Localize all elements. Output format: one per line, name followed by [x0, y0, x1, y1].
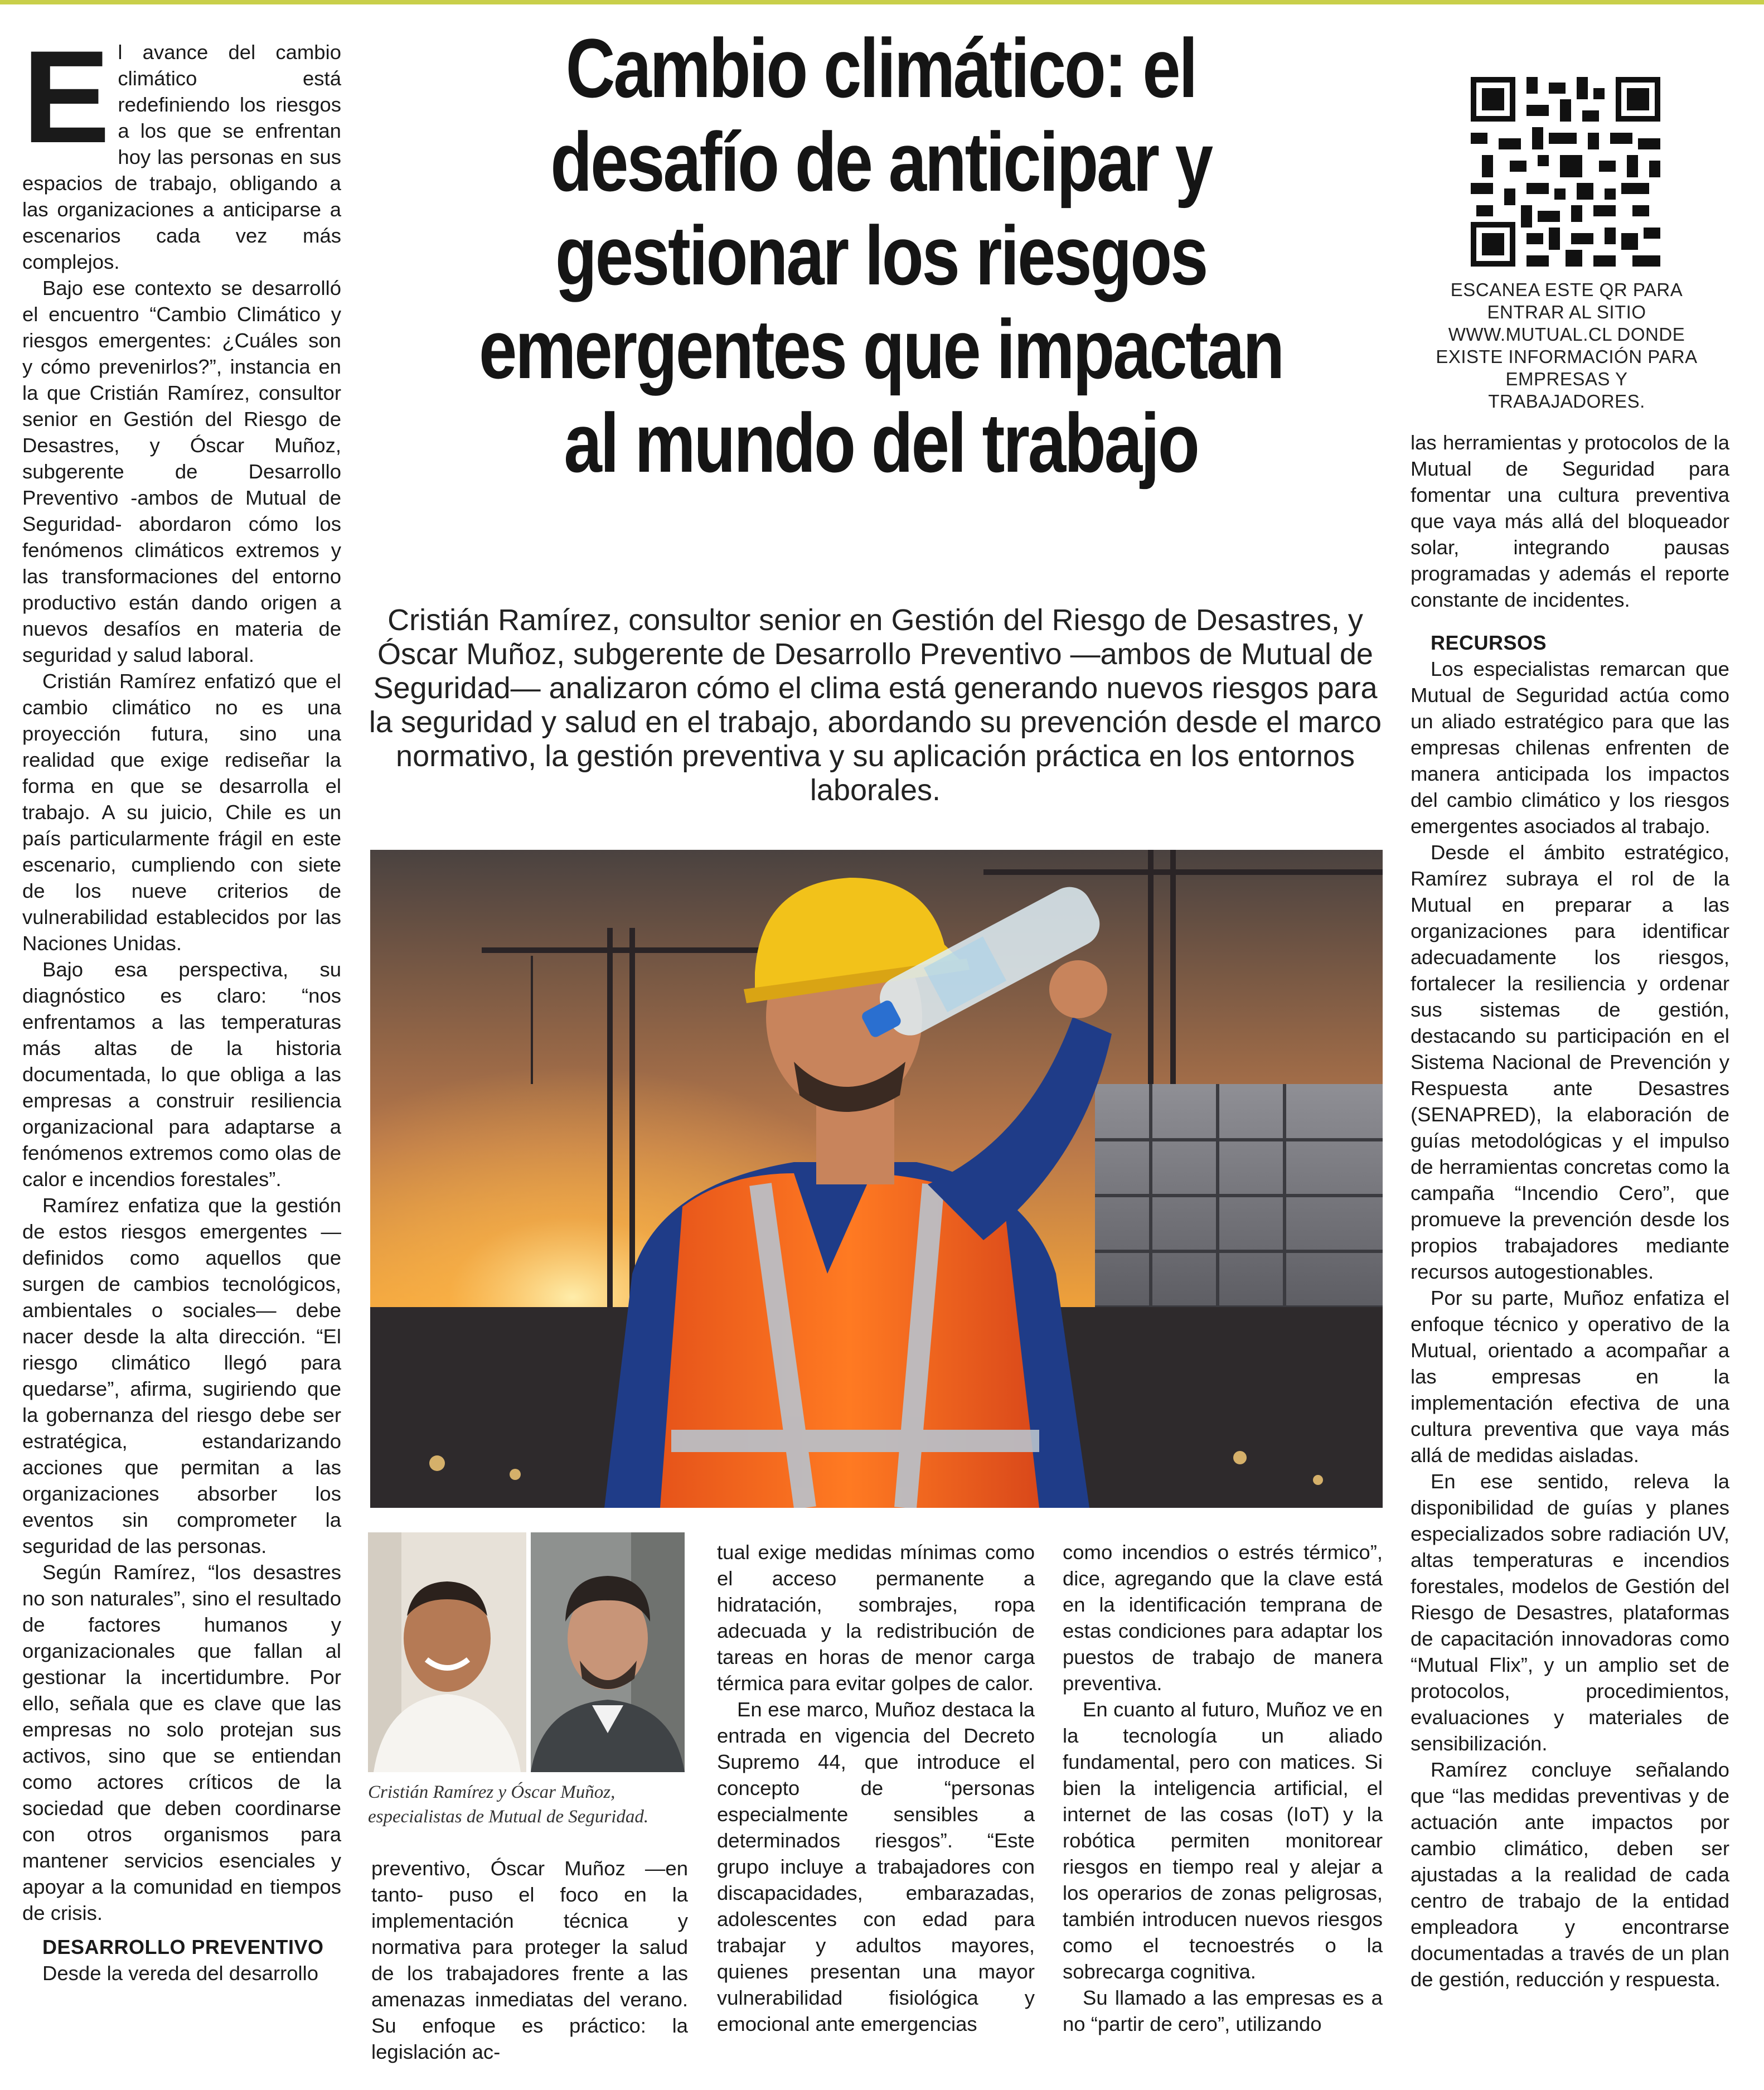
portrait-oscar-munoz — [531, 1532, 685, 1772]
article-column-5 — [1411, 429, 1729, 1992]
paragraph: como incendios o estrés térmico”, dice, agregando que la clave está en la identificación temprana de estas condiciones para adaptar los puestos de trabajo de manera preventiva. — [1063, 1541, 1383, 1695]
lead-paragraph: El avance del cambio climático está redefiniendo los riesgos a los que se enfrentan hoy las personas en sus espacios de trabajo, obligando a las organizaciones a anticiparse a escenarios cada vez más complejos. — [22, 23, 341, 273]
paragraph: las herramientas y protocolos de la Mutual de Seguridad para fomentar una cultura preventiva que vaya más allá del bloqueador solar, integrando pausas programadas y además el reporte constante de incidentes. — [1411, 431, 1729, 611]
article-column-1 — [22, 23, 341, 1986]
paragraph: Su llamado a las empresas es a no “partir de cero”, utilizando — [1063, 1986, 1383, 2035]
paragraph: Desde el ámbito estratégico, Ramírez subraya el rol de la Mutual en preparar a las organizaciones para identificar adecuadamente los riesgos, fortalecer la resiliencia y ordenar sus sistemas de gestión, destacando su participación en el Sistema Nacional de Prevención y Respuesta ante Desastres (SENAPRED), la elaboración de guías metodológicas y el impulso de herramientas concretas como la campaña “Incendio Cero”, que promueve la prevención desde los propios trabajadores mediante recursos autogestionables. — [1411, 841, 1729, 1283]
paragraph: Bajo esa perspectiva, su diagnóstico es claro: “nos enfrentamos a las temperaturas más altas de la historia documentada, lo que obliga a las empresas a construir resiliencia organizacional para adaptarse a fenómenos extremos como olas de calor e incendios forestales”. — [22, 958, 341, 1191]
article-column-3 — [717, 1539, 1035, 2037]
paragraph: Ramírez concluye señalando que “las medidas preventivas y de actuación ante impactos por cambio climático, deben ser ajustadas a la realidad de cada centro de trabajo de la entidad empleadora y encontrarse documentadas a través de un plan de gestión, reducción y respuesta. — [1411, 1758, 1729, 1991]
drop-cap: E — [22, 23, 110, 171]
article-column-2 — [371, 1855, 688, 2065]
paragraph: tual exige medidas mínimas como el acceso permanente a hidratación, sombrajes, ropa adecuada y la redistribución de tareas en horas de menor carga térmica para evitar golpes de calor. — [717, 1541, 1035, 1695]
paragraph: En ese marco, Muñoz destaca la entrada en vigencia del Decreto Supremo 44, que introduce el concepto de “personas especialmente sensibles a determinados riesgos”. “Este grupo incluye a trabajadores con discapacidades, embarazadas, adolescentes con edad para trabajar y adultos mayores, quienes presentan una mayor vulnerabilidad fisiológica y emocional ante emergencias — [717, 1698, 1035, 2035]
deck-summary: Cristián Ramírez, consultor senior en Gestión del Riesgo de Desastres, y Óscar Muñoz, subgerente de Desarrollo Preventivo —ambos de Mutual de Seguridad— analizaron cómo el clima está generando nuevos riesgos para la seguridad y salud en el trabajo, abordando su prevención desde el marco normativo, la gestión preventiva y su aplicación práctica en los entornos laborales. — [369, 603, 1382, 807]
subheading-recursos: RECURSOS — [1431, 631, 1547, 654]
portrait-cristian-ramirez — [368, 1532, 526, 1772]
top-accent-bar — [0, 0, 1764, 4]
main-photo-worker-drinking — [370, 850, 1383, 1508]
paragraph: Por su parte, Muñoz enfatiza el enfoque técnico y operativo de la Mutual, orientado a acompañar a las empresas en la implementación efectiva de una cultura preventiva que vaya más allá de medidas aisladas. — [1411, 1286, 1729, 1467]
headline: Cambio climático: el desafío de anticipar y gestionar los riesgos emergentes que impactan al mundo del trabajo — [478, 21, 1283, 490]
paragraph: Bajo ese contexto se desarrolló el encuentro “Cambio Climático y riesgos emergentes: ¿Cuáles son y cómo prevenirlos?”, instancia en la que Cristián Ramírez, consultor senior en Gestión del Riesgo de Desastres, y Óscar Muñoz, subgerente de Desarrollo Preventivo -ambos de Mutual de Seguridad- abordaron cómo los fenómenos climáticos extremos y las transformaciones del entorno productivo están dando origen a nuevos desafíos en materia de seguridad y salud laboral. — [22, 277, 341, 666]
qr-instructions: ESCANEA ESTE QR PARA ENTRAR AL SITIO WWW.MUTUAL.CL DONDE EXISTE INFORMACIÓN PARA EMPRESAS Y TRABAJADORES. — [1436, 279, 1698, 412]
photo-caption: Cristián Ramírez y Óscar Muñoz, especialistas de Mutual de Seguridad. — [368, 1782, 649, 1827]
paragraph: En cuanto al futuro, Muñoz ve en la tecnología un aliado fundamental, pero con matices. Si bien la inteligencia artificial, el internet de las cosas (IoT) y la robótica permiten monitorear riesgos en tiempo real y alejar a los operarios de zonas peligrosas, también introducen nuevos riesgos como el tecnoestrés o la sobrecarga cognitiva. — [1063, 1698, 1383, 1983]
subheading-desarrollo-preventivo: DESARROLLO PREVENTIVO — [42, 1936, 324, 1958]
qr-code[interactable] — [1471, 77, 1660, 267]
paragraph: preventivo, Óscar Muñoz —en tanto- puso el foco en la implementación técnica y normativa para proteger la salud de los trabajadores frente a las amenazas inmediatas del verano. Su enfoque es práctico: la legislación ac- — [371, 1857, 688, 2063]
paragraph: Desde la vereda del desarrollo — [42, 1962, 319, 1985]
paragraph: Los especialistas remarcan que Mutual de Seguridad actúa como un aliado estratégico para que las empresas chilenas enfrenten de manera anticipada los impactos del cambio climático y los riesgos emergentes asociados al trabajo. — [1411, 657, 1729, 838]
paragraph: Cristián Ramírez enfatizó que el cambio climático no es una proyección futura, sino una realidad que exige rediseñar la forma en que se desarrolla el trabajo. A su juicio, Chile es un país particularmente frágil en este escenario, cumpliendo con siete de los nueve criterios de vulnerabilidad establecidos por las Naciones Unidas. — [22, 670, 341, 955]
paragraph: Ramírez enfatiza que la gestión de estos riesgos emergentes —definidos como aquellos que surgen de cambios tecnológicos, ambientales o sociales— debe nacer desde la alta dirección. “El riesgo climático llegó para quedarse”, afirma, sugiriendo que la gobernanza del riesgo debe ser estratégica, estandarizando acciones que permitan a las organizaciones absorber los eventos sin comprometer la seguridad de las personas. — [22, 1194, 341, 1557]
article-column-4 — [1063, 1539, 1383, 2037]
paragraph: Según Ramírez, “los desastres no son naturales”, sino el resultado de factores humanos y organizacionales que fallan al gestionar la incertidumbre. Por ello, señala que es clave que las empresas no solo protejan sus activos, sino que se entiendan como actores críticos de la sociedad que deben coordinarse con otros organismos para mantener servicios esenciales y apoyar a la comunidad en tiempos de crisis. — [22, 1561, 341, 1924]
paragraph: En ese sentido, releva la disponibilidad de guías y planes especializados sobre radiación UV, altas temperaturas e incendios forestales, modelos de Gestión del Riesgo de Desastres, plataformas de capacitación innovadoras como “Mutual Flix”, y un amplio set de protocolos, procedimientos, evaluaciones y materiales de sensibilización. — [1411, 1470, 1729, 1755]
